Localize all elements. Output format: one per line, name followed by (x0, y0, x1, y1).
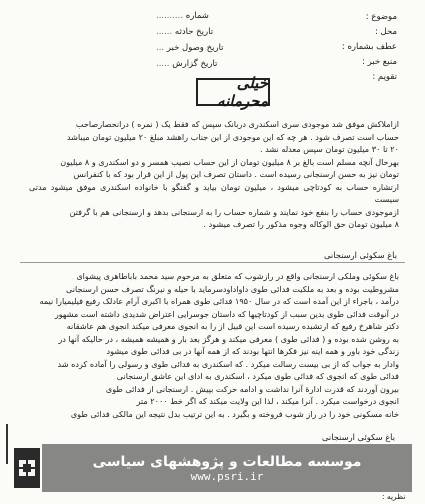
institute-logo-icon (14, 448, 40, 488)
field-incident-date: تاریخ حادثه (174, 27, 214, 37)
paragraph-line: خانه مسکونی خود را در راز شوب فروخته و بگیرد . به این ترتیب بدل نتیجه این مالکی فدائی طوی (70, 408, 399, 419)
paragraph-line: باغ سکوئی وملکی ارسنجانی واقع در رازشوب که متعلق به مرحوم سید محمد باباطاهری پیشوای (76, 271, 399, 281)
section-divider (20, 262, 405, 263)
classification-stamp (196, 74, 270, 110)
paragraph-line: دکتر شاهرخ رفیع که ارتشبده رسیده است این قبیل از را به انجوی معرفی میکند انجوی هم عاشقانه (66, 321, 399, 331)
classification-text: خیلی محرمانه (217, 74, 268, 110)
field-number: شماره (185, 11, 209, 21)
paragraph-line: حساب است تصرف شود . هر چه که این موجودی از این جناب راهشد مبلغ ۲۰ میلیون تومان میباشد (66, 131, 399, 142)
field-report-date: تاریخ گزارش (172, 59, 218, 69)
section-1-signature: باغ سکوئی ارسنجانی (324, 250, 397, 260)
paragraph-line: ۸ میلیون تومان حق الوکاله وجوه مذکور را تصرف میشود . (203, 219, 399, 229)
paragraph-line: ازموجودی حساب را بنفع خود نمایند و شماره حساب را به ارسنجانی بدهد و ارسنجانی هم با گرفتن (69, 206, 399, 217)
watermark-url[interactable]: www.psri.ir (190, 469, 264, 483)
field-evaluation: تقویم (377, 72, 397, 82)
field-location: محل (380, 27, 397, 37)
paragraph-line: در آنوقت فدائی طوی بدین سبب از کودتاچیها که داستان جوسرایی اعتراض شدیدی داشته است مشهور (54, 308, 399, 319)
paragraph-line: بیرون آوردند که قدرت ادارهٔ آنرا نداشت و ادامه حرکت بپیش . ارسنجانی از فدائی طوی (105, 383, 399, 394)
paragraph-line: درآمد ، باجراء از این آمده است که در سال ۱۹۵۰ فدائی طوی همراه با اکبری آرام عادلک رفیع فیلیمیارا نیمه (39, 296, 399, 306)
field-subject: موضوع (371, 12, 397, 22)
header-left-fields: شماره .......... تاریخ حادثه ...... تاریخ وصول خبر ... تاریخ گزارش ..... (156, 11, 224, 69)
paragraph-line: مشروطیت بوده و بعد به ملکیت فدائی طوی داواداودسرماید با حیله و نیرنگ تصرف حسن ارسنجانی (66, 283, 399, 294)
field-source: منبع خبر (367, 57, 397, 67)
paragraph-line: بهرحال آنچه مسلم است بالغ بر ۸ میلیون تومان از این حساب نصیب همسر و دو اسکندری و ۸ میلیون (60, 156, 399, 167)
paragraph-line: ازاملاکش موفق شد موجودی سری اسکندری دربانک سپس که فقط یک ( نمره ) درانحصارصاحب (75, 119, 399, 129)
paragraph-line: ارتشاره حساب به کودتاچی میشود ، میلیون تومان بیاید و گفتگو با خانواده اسکندری موفق میشود مدتی سیست (29, 181, 399, 204)
paragraph-line: زندگی خود باور و همه اینه نیز فکرها انتها بودند که از همه آنها در بی فدائی طوی میشود (106, 346, 399, 356)
header-right-fields: موضوع : محل : عطف بشماره : منبع خبر : تقویم : (341, 12, 397, 82)
logo-knot-icon (16, 457, 38, 479)
footer-label: نظریه : (382, 492, 406, 501)
paragraph-line: ۲۰ تا ۳۰ میلیون تومان سپس معدله نشد . (259, 144, 399, 154)
watermark-title: موسسه مطالعات و پژوهشهای سیاسی (92, 453, 362, 470)
field-attachment-number: عطف بشماره (347, 42, 397, 52)
paragraph-line: وادار به جواب که از بی بیست رسالت میکرد . که اسکندری به فدائی طوی و رسولی را آماده کرده شد (57, 358, 399, 369)
paragraph-line: فدائی طوی که انجوی که فدائی طوی میکرد ، اسکندری به ادای این عاشق ارسنجانی (116, 371, 399, 381)
report-section-1 (29, 118, 399, 231)
paragraph-line: انجوی درخواست میکرد . آنرا میکند ، لذا این ولایت میکند که اگر خط ۲۰۰۰ متر (136, 396, 399, 406)
section-2-signature: باغ سکوئی ارسنجانی (322, 432, 395, 442)
paragraph-line: به روشن شده بوده و ( فدائی طوی ) معرفی میکند و هرگز بعد بار و همیشه همیشه ، در حالیکه آنها در (58, 333, 399, 344)
field-news-received-date: تاریخ وصول خبر (166, 43, 224, 53)
report-section-2 (29, 270, 399, 420)
paragraph-line: تومان نیز به حسن ارسنجانی رسیده است . داستان تصرف این پول از این قرار بود که با کنفرانس (73, 169, 399, 179)
watermark-banner (42, 444, 412, 492)
